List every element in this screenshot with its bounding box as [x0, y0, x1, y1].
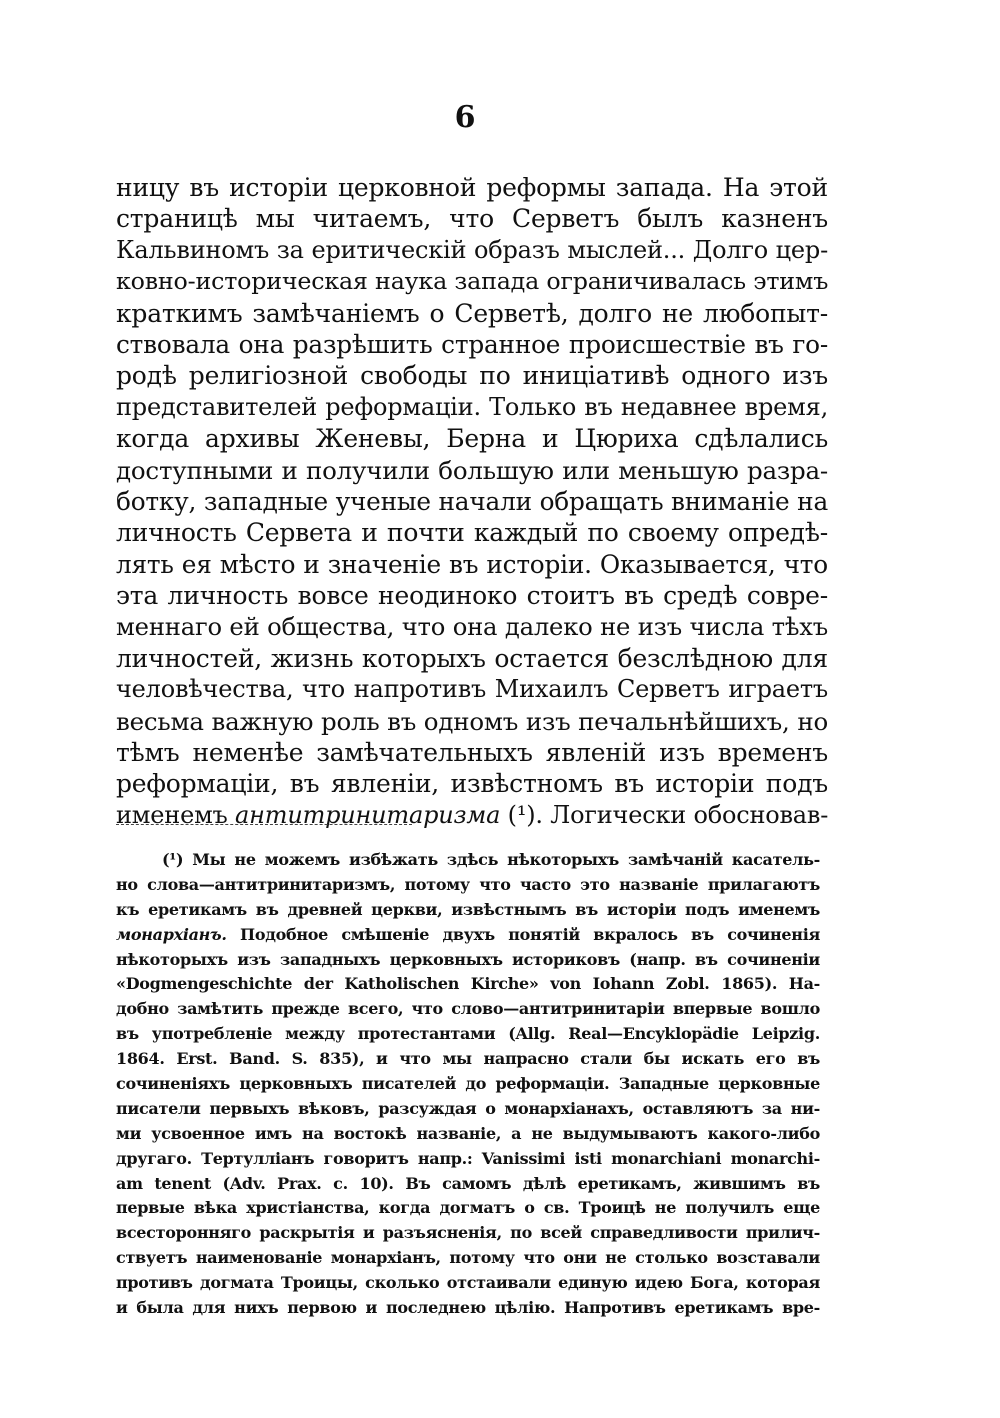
footnote-line: другаго. Тертулліанъ говоритъ напр.: Vanissimi isti monarchiani monarchi-	[116, 1148, 820, 1168]
text-line: человѣчества, что напротивъ Михаилъ Серветъ играетъ	[116, 675, 828, 704]
text-line: родѣ религіозной свободы по иниціативѣ одного изъ	[116, 361, 828, 391]
footnote-line: къ еретикамъ въ древней церкви, извѣстнымъ въ исторіи подъ именемъ	[116, 899, 820, 919]
italic-term: монархіанъ.	[116, 924, 227, 944]
text-line: эта личность вовсе неодиноко стоитъ въ средѣ совре-	[116, 581, 828, 611]
footnote-line: нѣкоторыхъ изъ западныхъ церковныхъ историковъ (напр. въ сочиненіи	[116, 949, 820, 969]
footnote-line: но слова—антитринитаризмъ, потому что часто это названіе прилагаютъ	[116, 874, 820, 894]
footnote-line: первые вѣка христіанства, когда догматъ о св. Троицѣ не получилъ еще	[116, 1198, 820, 1218]
text-fragment: именемъ	[116, 800, 228, 829]
footnote-line: всесторонняго раскрытія и разъясненія, по всей справедливости прилич-	[116, 1223, 820, 1243]
text-line: реформаціи, въ явленіи, извѣстномъ въ исторіи подъ	[116, 769, 828, 799]
text-fragment: Подобное смѣшеніе двухъ понятій вкралось въ сочиненія	[240, 924, 820, 944]
footnote-line	[116, 923, 820, 948]
footnote	[116, 848, 820, 1321]
text-line: ботку, западные ученые начали обращать вниманіе на	[116, 486, 828, 516]
text-line: весьма важную роль въ одномъ изъ печальнѣйшихъ, но	[116, 706, 828, 736]
text-line-last	[116, 800, 828, 831]
footnote-line: ствуетъ наименованіе монархіанъ, потому что они не столько возставали	[116, 1248, 820, 1268]
italic-term: антитринитаризма	[235, 800, 501, 829]
text-line: лять ея мѣсто и значеніе въ исторіи. Оказывается, что	[116, 549, 828, 579]
main-text	[116, 172, 828, 831]
text-line: доступными и получили большую или меньшую разра-	[116, 455, 828, 485]
text-line: когда архивы Женевы, Берна и Цюриха сдѣлались	[116, 424, 828, 454]
text-line: ковно-историческая наука запада ограничивалась этимъ	[116, 267, 829, 296]
footnote-line: 1864. Erst. Band. S. 835), и что мы напрасно стали бы искать его въ	[116, 1049, 820, 1069]
text-fragment: Логически обосновав-	[550, 800, 829, 829]
footnote-line: добно замѣтить прежде всего, что слово—антитринитаріи впервые вошло	[116, 999, 820, 1019]
footnote-line: (¹) Мы не можемъ избѣжать здѣсь нѣкоторыхъ замѣчаній касатель-	[162, 850, 820, 869]
footnote-line: ми усвоенное имъ на востокѣ названіе, а не выдумываютъ какого-либо	[116, 1123, 820, 1143]
text-line: тѣмъ неменѣе замѣчательныхъ явленій изъ временъ	[116, 738, 828, 768]
footnote-line: am tenent (Adv. Prax. c. 10). Въ самомъ дѣлѣ еретикамъ, жившимъ въ	[116, 1173, 820, 1193]
footnote-line: «Dogmengeschichte der Katholischen Kirche» von Iohann Zobl. 1865). На-	[116, 974, 820, 994]
footnote-divider	[116, 824, 412, 825]
text-line: личность Сервета и почти каждый по своему опредѣ-	[116, 518, 828, 548]
text-line: личностей, жизнь которыхъ остается безслѣдною для	[116, 643, 828, 673]
footnote-line: и была для нихъ первою и последнею цѣлію. Напротивъ еретикамъ вре-	[116, 1298, 820, 1318]
text-line: страницѣ мы читаемъ, что Серветъ былъ казненъ	[116, 204, 828, 234]
text-line: ствовала она разрѣшить странное происшествіе въ го-	[116, 329, 828, 359]
text-line: краткимъ замѣчаніемъ о Серветѣ, долго не любопыт-	[116, 298, 828, 328]
page-number: 6	[454, 100, 476, 135]
footnote-line: писатели первыхъ вѣковъ, разсуждая о монархіанахъ, оставляютъ за ни-	[116, 1098, 820, 1118]
text-line: Кальвиномъ за еритическій образъ мыслей... Долго цер-	[116, 235, 828, 264]
text-line: ницу въ исторіи церковной реформы запада. На этой	[116, 173, 828, 202]
footnote-line: противъ догмата Троицы, сколько отстаивали единую идею Бога, которая	[116, 1273, 820, 1293]
text-line: представителей реформаціи. Только въ недавнее время,	[116, 392, 828, 421]
footnote-line: сочиненіяхъ церковныхъ писателей до реформаціи. Западные церковные	[116, 1074, 820, 1094]
text-line: меннаго ей общества, что она далеко не изъ числа тѣхъ	[116, 612, 828, 642]
footnote-line: въ употребленіе между протестантами (Allg. Real—Encyklopädie Leipzig.	[116, 1024, 820, 1044]
footnote-marker: (¹).	[507, 800, 543, 829]
